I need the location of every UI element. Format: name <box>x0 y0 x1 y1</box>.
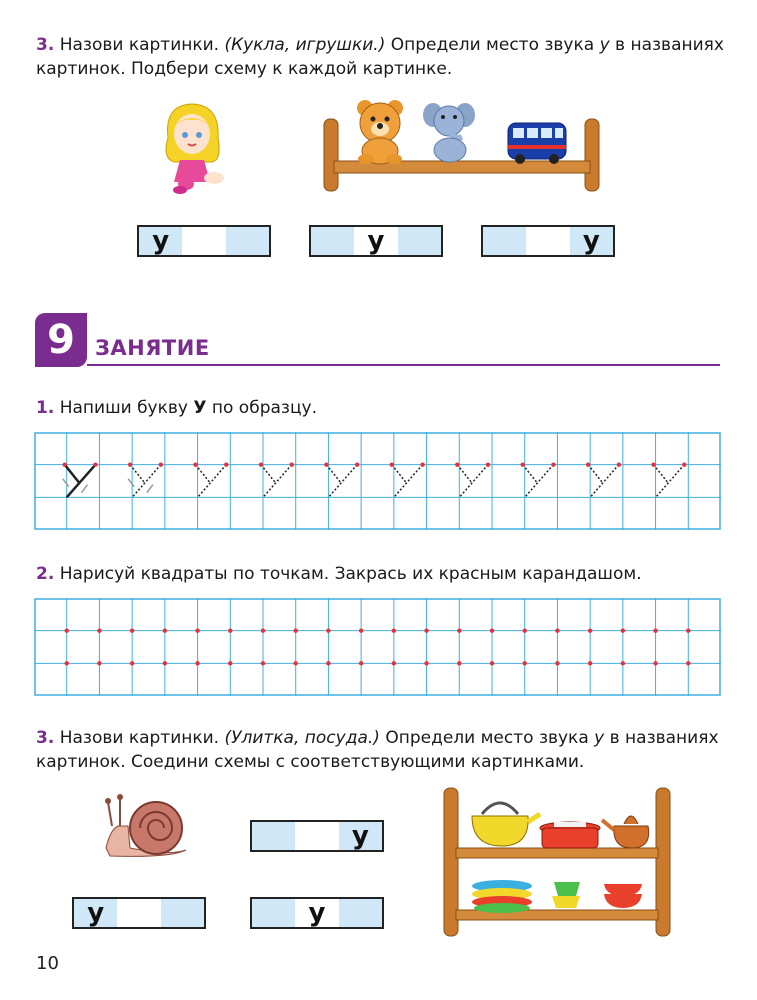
guide-dot <box>261 628 265 632</box>
start-dot <box>355 462 359 466</box>
start-dot <box>259 462 263 466</box>
instruction-text: Назови картинки. <box>54 728 225 748</box>
dishes-shelf-picture <box>442 786 674 938</box>
guide-dot <box>457 661 461 665</box>
guide-dot <box>686 628 690 632</box>
scheme-cell <box>295 822 338 850</box>
letter-stroke <box>263 465 292 498</box>
start-dot <box>521 462 525 466</box>
start-dot <box>486 462 490 466</box>
start-dot <box>651 462 655 466</box>
guide-dot <box>97 661 101 665</box>
sound-scheme-5[interactable] <box>72 897 206 929</box>
guide-dot <box>686 661 690 665</box>
letter-stroke <box>459 465 488 498</box>
direction-arrow <box>128 479 134 487</box>
guide-dot <box>261 661 265 665</box>
letter-stroke <box>328 465 357 498</box>
guide-dot <box>621 661 625 665</box>
scheme-cell <box>226 227 269 255</box>
start-dot <box>324 462 328 466</box>
task-number: 1. <box>36 398 55 418</box>
guide-dot <box>65 661 69 665</box>
guide-dot <box>195 628 199 632</box>
scheme-cell <box>182 227 225 255</box>
start-dot <box>682 462 686 466</box>
guide-dot <box>97 628 101 632</box>
guide-dot <box>392 661 396 665</box>
guide-dot <box>294 628 298 632</box>
scheme-cell: у <box>354 227 397 255</box>
sound-letter: у <box>594 728 605 748</box>
task-2-instruction <box>36 562 726 586</box>
start-dot <box>617 462 621 466</box>
letter-stroke <box>198 465 227 498</box>
guide-dot <box>228 628 232 632</box>
guide-dot <box>326 628 330 632</box>
sample-letter: У <box>193 398 207 418</box>
scheme-cell <box>526 227 569 255</box>
guide-dot <box>65 628 69 632</box>
task-1-instruction <box>36 396 726 420</box>
direction-arrow <box>63 479 69 487</box>
guide-dot <box>523 628 527 632</box>
grid-border <box>35 433 720 529</box>
guide-dot <box>195 661 199 665</box>
guide-dot <box>588 628 592 632</box>
task-3-bottom-instruction <box>36 726 726 774</box>
guide-dot <box>424 628 428 632</box>
guide-dot <box>392 628 396 632</box>
lesson-number: 9 <box>47 317 75 363</box>
guide-dot <box>130 661 134 665</box>
instruction-text: Определи место звука <box>385 35 600 55</box>
dot-square-grid[interactable] <box>34 598 721 696</box>
start-dot <box>224 462 228 466</box>
start-dot <box>586 462 590 466</box>
guide-dot <box>457 628 461 632</box>
start-dot <box>93 462 97 466</box>
guide-dot <box>621 628 625 632</box>
sound-scheme-2[interactable] <box>309 225 443 257</box>
toy-shelf-picture <box>320 95 605 195</box>
sound-letter: у <box>599 35 610 55</box>
sound-scheme-6[interactable] <box>250 897 384 929</box>
instruction-hint: (Улитка, посуда.) <box>224 728 380 748</box>
doll-picture <box>150 100 235 195</box>
grid-border <box>35 599 720 695</box>
page-number: 10 <box>36 953 59 974</box>
start-dot <box>128 462 132 466</box>
instruction-text: Назови картинки. <box>54 35 225 55</box>
task-number: 2. <box>36 564 55 584</box>
start-dot <box>193 462 197 466</box>
scheme-cell <box>252 822 295 850</box>
guide-dot <box>653 661 657 665</box>
scheme-cell <box>117 899 160 927</box>
task-number: 3. <box>36 35 55 55</box>
guide-dot <box>359 628 363 632</box>
scheme-cell <box>311 227 354 255</box>
scheme-cell <box>161 899 204 927</box>
letter-stroke <box>394 465 423 498</box>
letter-writing-grid[interactable] <box>34 432 721 530</box>
scheme-cell: у <box>570 227 613 255</box>
scheme-cell: у <box>339 822 382 850</box>
start-dot <box>63 462 67 466</box>
start-dot <box>455 462 459 466</box>
sound-scheme-3[interactable] <box>481 225 615 257</box>
instruction-text: Нарисуй квадраты по точкам. Закрась их красным карандашом. <box>54 564 642 584</box>
letter-stroke <box>656 465 685 498</box>
guide-dot <box>359 661 363 665</box>
guide-dot <box>588 661 592 665</box>
guide-dot <box>490 628 494 632</box>
start-dot <box>159 462 163 466</box>
start-dot <box>420 462 424 466</box>
lesson-title: ЗАНЯТИЕ <box>95 336 210 360</box>
guide-dot <box>326 661 330 665</box>
task-number: 3. <box>36 728 55 748</box>
guide-dot <box>228 661 232 665</box>
start-dot <box>390 462 394 466</box>
guide-dot <box>555 628 559 632</box>
direction-arrow <box>81 485 87 493</box>
lesson-number-badge <box>35 313 87 367</box>
task-3-top-instruction <box>36 33 726 81</box>
scheme-cell <box>339 899 382 927</box>
scheme-cell: у <box>139 227 182 255</box>
guide-dot <box>490 661 494 665</box>
instruction-text: по образцу. <box>206 398 317 418</box>
letter-stroke <box>590 465 619 498</box>
instruction-text: Напиши букву <box>54 398 194 418</box>
lesson-divider <box>87 364 720 366</box>
snail-picture <box>100 790 190 860</box>
guide-dot <box>424 661 428 665</box>
sound-scheme-4[interactable] <box>250 820 384 852</box>
guide-dot <box>555 661 559 665</box>
guide-dot <box>523 661 527 665</box>
scheme-cell <box>483 227 526 255</box>
direction-arrow <box>147 485 153 493</box>
scheme-cell <box>398 227 441 255</box>
guide-dot <box>163 661 167 665</box>
start-dot <box>551 462 555 466</box>
letter-stroke <box>67 465 96 498</box>
instruction-text: Определи место звука <box>379 728 595 748</box>
scheme-cell: у <box>295 899 338 927</box>
sound-scheme-1[interactable] <box>137 225 271 257</box>
instruction-hint: (Кукла, игрушки.) <box>224 35 386 55</box>
guide-dot <box>130 628 134 632</box>
instruction-text: в названиях картинок. Соедини схемы с соответствующими картинками. <box>36 728 719 772</box>
letter-stroke <box>132 465 161 498</box>
instruction-text: в названиях картинок. Подбери схему к каждой картинке. <box>36 35 724 79</box>
scheme-cell <box>252 899 295 927</box>
scheme-cell: у <box>74 899 117 927</box>
guide-dot <box>653 628 657 632</box>
guide-dot <box>294 661 298 665</box>
start-dot <box>290 462 294 466</box>
guide-dot <box>163 628 167 632</box>
letter-stroke <box>525 465 554 498</box>
